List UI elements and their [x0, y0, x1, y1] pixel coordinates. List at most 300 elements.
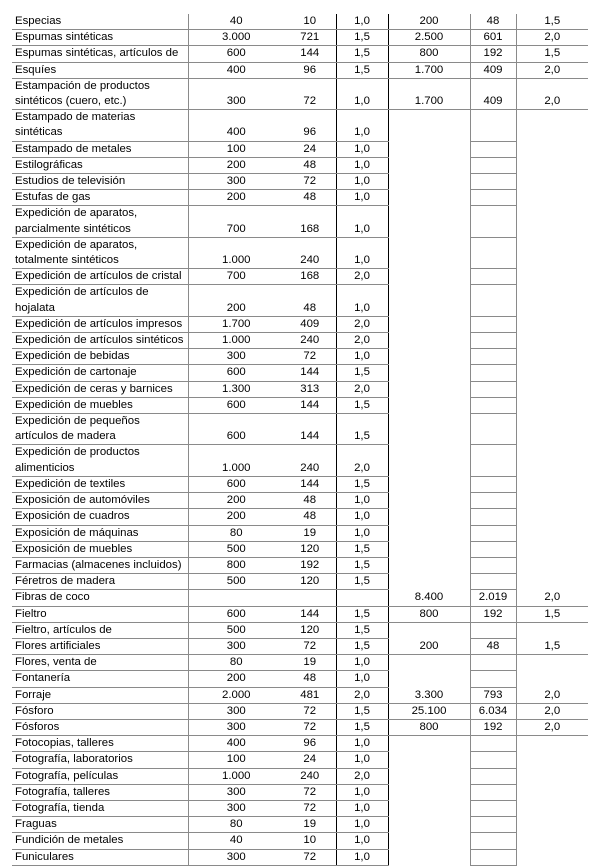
- cell-value-3: 1,5: [336, 557, 388, 573]
- cell-activity: Fotografía, películas: [12, 768, 188, 784]
- cell-value-1: 100: [188, 752, 284, 768]
- cell-value-6: [516, 525, 588, 541]
- cell-value-6: [516, 752, 588, 768]
- cell-value-5: [470, 141, 516, 157]
- cell-value-2: 72: [284, 784, 336, 800]
- cell-value-3: 2,0: [336, 316, 388, 332]
- table-row: [12, 622, 588, 638]
- cell-value-5: 601: [470, 30, 516, 46]
- table-row: [12, 703, 588, 719]
- cell-value-3: 1,5: [336, 397, 388, 413]
- cell-activity: Fósforos: [12, 719, 188, 735]
- cell-value-4: [388, 833, 470, 849]
- table-row: [12, 62, 588, 78]
- cell-value-4: 25.100: [388, 703, 470, 719]
- cell-value-4: [388, 541, 470, 557]
- cell-value-3: 1,0: [336, 206, 388, 237]
- cell-value-2: 72: [284, 800, 336, 816]
- cell-value-1: 600: [188, 606, 284, 622]
- cell-value-4: [388, 557, 470, 573]
- cell-value-1: 600: [188, 397, 284, 413]
- cell-value-6: [516, 817, 588, 833]
- cell-value-4: [388, 237, 470, 268]
- cell-value-2: 409: [284, 316, 336, 332]
- cell-value-4: [388, 381, 470, 397]
- cell-value-5: [470, 493, 516, 509]
- cell-value-2: 313: [284, 381, 336, 397]
- cell-value-5: [470, 445, 516, 476]
- cell-value-2: 72: [284, 174, 336, 190]
- cell-value-2: 72: [284, 719, 336, 735]
- cell-activity: Espumas sintéticas: [12, 30, 188, 46]
- cell-value-5: [470, 622, 516, 638]
- cell-value-5: [470, 110, 516, 141]
- cell-value-5: [470, 381, 516, 397]
- cell-value-5: [470, 349, 516, 365]
- table-row: [12, 349, 588, 365]
- table-row: [12, 606, 588, 622]
- cell-value-3: 2,0: [336, 269, 388, 285]
- cell-value-2: 72: [284, 703, 336, 719]
- cell-value-6: [516, 541, 588, 557]
- cell-value-1: 600: [188, 365, 284, 381]
- cell-value-5: 192: [470, 606, 516, 622]
- table-row: [12, 445, 588, 476]
- cell-value-3: 1,0: [336, 655, 388, 671]
- table-row: [12, 671, 588, 687]
- cell-value-3: 1,0: [336, 78, 388, 109]
- cell-value-2: 144: [284, 606, 336, 622]
- cell-activity: Expedición de ceras y barnices: [12, 381, 188, 397]
- table-row: [12, 14, 588, 30]
- cell-value-1: 500: [188, 622, 284, 638]
- cell-value-4: [388, 476, 470, 492]
- cell-value-1: 40: [188, 14, 284, 30]
- cell-value-6: [516, 285, 588, 316]
- cell-activity: Fotografía, tienda: [12, 800, 188, 816]
- cell-value-1: 200: [188, 493, 284, 509]
- cell-value-2: 96: [284, 110, 336, 141]
- table-row: [12, 736, 588, 752]
- cell-value-2: 96: [284, 62, 336, 78]
- table-row: [12, 237, 588, 268]
- cell-value-3: 1,5: [336, 719, 388, 735]
- cell-activity: Expedición de aparatos, parcialmente sintéticos: [12, 206, 188, 237]
- cell-value-1: 200: [188, 671, 284, 687]
- table-row: [12, 46, 588, 62]
- cell-activity: Esquíes: [12, 62, 188, 78]
- cell-activity: Expedición de muebles: [12, 397, 188, 413]
- cell-value-2: 24: [284, 752, 336, 768]
- cell-value-1: 500: [188, 541, 284, 557]
- cell-value-4: [388, 110, 470, 141]
- cell-value-3: 1,0: [336, 237, 388, 268]
- cell-activity: Forraje: [12, 687, 188, 703]
- cell-value-1: 200: [188, 285, 284, 316]
- cell-value-6: [516, 655, 588, 671]
- cell-value-6: [516, 476, 588, 492]
- cell-value-2: 24: [284, 141, 336, 157]
- cell-activity: Expedición de artículos impresos: [12, 316, 188, 332]
- cell-value-6: 2,0: [516, 62, 588, 78]
- cell-value-4: [388, 493, 470, 509]
- cell-value-3: 2,0: [336, 381, 388, 397]
- cell-value-1: 1.000: [188, 237, 284, 268]
- cell-activity: Fotocopias, talleres: [12, 736, 188, 752]
- cell-activity: Féretros de madera: [12, 574, 188, 590]
- cell-value-1: 300: [188, 849, 284, 865]
- cell-value-4: [388, 349, 470, 365]
- cell-value-6: [516, 174, 588, 190]
- cell-value-4: 8.400: [388, 590, 470, 606]
- cell-value-1: 80: [188, 817, 284, 833]
- cell-value-1: 600: [188, 476, 284, 492]
- cell-value-2: 168: [284, 206, 336, 237]
- cell-value-6: [516, 269, 588, 285]
- cell-value-2: 168: [284, 269, 336, 285]
- cell-value-4: [388, 622, 470, 638]
- cell-value-4: 2.500: [388, 30, 470, 46]
- table-row: [12, 365, 588, 381]
- cell-value-6: [516, 206, 588, 237]
- cell-value-3: 1,5: [336, 30, 388, 46]
- cell-value-1: 1.000: [188, 445, 284, 476]
- cell-value-3: 2,0: [336, 768, 388, 784]
- table-row: [12, 557, 588, 573]
- table-row: [12, 269, 588, 285]
- cell-value-6: [516, 316, 588, 332]
- cell-value-3: 1,0: [336, 525, 388, 541]
- cell-activity: Fotografía, talleres: [12, 784, 188, 800]
- cell-value-2: 96: [284, 736, 336, 752]
- cell-value-4: [388, 157, 470, 173]
- cell-value-6: [516, 237, 588, 268]
- cell-value-3: 1,5: [336, 46, 388, 62]
- cell-activity: Estampación de productos sintéticos (cuero, etc.): [12, 78, 188, 109]
- cell-activity: Fibras de coco: [12, 590, 188, 606]
- cell-value-1: 300: [188, 174, 284, 190]
- cell-value-4: [388, 768, 470, 784]
- cell-value-2: 72: [284, 849, 336, 865]
- cell-activity: Estudios de televisión: [12, 174, 188, 190]
- cell-value-1: 1.000: [188, 768, 284, 784]
- cell-value-4: [388, 141, 470, 157]
- cell-value-3: 1,0: [336, 157, 388, 173]
- cell-activity: Espumas sintéticas, artículos de: [12, 46, 188, 62]
- cell-value-6: [516, 557, 588, 573]
- cell-value-3: 1,0: [336, 174, 388, 190]
- cell-activity: Expedición de textiles: [12, 476, 188, 492]
- cell-value-3: 1,0: [336, 833, 388, 849]
- cell-value-4: 200: [388, 14, 470, 30]
- cell-value-1: 300: [188, 719, 284, 735]
- cell-value-6: [516, 141, 588, 157]
- table-row: [12, 190, 588, 206]
- cell-value-5: [470, 157, 516, 173]
- cell-value-3: 1,0: [336, 110, 388, 141]
- table-row: [12, 541, 588, 557]
- cell-value-1: 1.300: [188, 381, 284, 397]
- cell-value-1: 40: [188, 833, 284, 849]
- cell-value-3: 1,5: [336, 365, 388, 381]
- cell-value-5: 192: [470, 719, 516, 735]
- cell-value-1: 600: [188, 46, 284, 62]
- cell-value-6: [516, 445, 588, 476]
- cell-value-2: 10: [284, 833, 336, 849]
- cell-value-6: [516, 349, 588, 365]
- cell-value-1: 80: [188, 655, 284, 671]
- cell-value-5: 6.034: [470, 703, 516, 719]
- cell-value-4: [388, 655, 470, 671]
- cell-value-2: 10: [284, 14, 336, 30]
- cell-value-3: 1,0: [336, 849, 388, 865]
- cell-activity: Fósforo: [12, 703, 188, 719]
- cell-value-6: [516, 157, 588, 173]
- cell-value-5: [470, 784, 516, 800]
- cell-value-4: 3.300: [388, 687, 470, 703]
- cell-value-1: 1.000: [188, 333, 284, 349]
- cell-value-6: [516, 493, 588, 509]
- cell-value-2: 481: [284, 687, 336, 703]
- cell-value-5: [470, 736, 516, 752]
- cell-value-2: 48: [284, 509, 336, 525]
- cell-activity: Funiculares: [12, 849, 188, 865]
- cell-value-6: [516, 110, 588, 141]
- cell-activity: Expedición de pequeños artículos de madera: [12, 414, 188, 445]
- cell-value-4: [388, 206, 470, 237]
- cell-value-3: 1,5: [336, 622, 388, 638]
- cell-value-2: 72: [284, 638, 336, 654]
- cell-value-5: 2.019: [470, 590, 516, 606]
- table-row: [12, 285, 588, 316]
- cell-value-6: [516, 509, 588, 525]
- cell-value-1: 2.000: [188, 687, 284, 703]
- cell-value-6: 2,0: [516, 703, 588, 719]
- cell-activity: Expedición de cartonaje: [12, 365, 188, 381]
- cell-value-2: 240: [284, 237, 336, 268]
- cell-value-4: [388, 333, 470, 349]
- cell-value-5: 409: [470, 78, 516, 109]
- cell-value-4: [388, 190, 470, 206]
- cell-value-3: 1,0: [336, 800, 388, 816]
- cell-value-3: 1,0: [336, 509, 388, 525]
- cell-value-3: 1,0: [336, 784, 388, 800]
- table-row: [12, 849, 588, 865]
- cell-value-5: [470, 833, 516, 849]
- cell-value-1: 300: [188, 784, 284, 800]
- cell-value-4: [388, 752, 470, 768]
- cell-value-5: 192: [470, 46, 516, 62]
- cell-value-6: [516, 736, 588, 752]
- cell-value-6: [516, 671, 588, 687]
- table-row: [12, 414, 588, 445]
- cell-activity: Exposición de automóviles: [12, 493, 188, 509]
- cell-value-5: [470, 174, 516, 190]
- table-row: [12, 206, 588, 237]
- cell-activity: Fundición de metales: [12, 833, 188, 849]
- cell-value-5: [470, 333, 516, 349]
- cell-value-3: 1,0: [336, 752, 388, 768]
- cell-value-5: 48: [470, 14, 516, 30]
- cell-value-4: [388, 285, 470, 316]
- table-row: [12, 141, 588, 157]
- cell-value-1: 700: [188, 269, 284, 285]
- cell-value-2: 240: [284, 445, 336, 476]
- cell-value-1: 100: [188, 141, 284, 157]
- cell-value-1: 700: [188, 206, 284, 237]
- cell-value-6: [516, 381, 588, 397]
- cell-value-2: 19: [284, 655, 336, 671]
- cell-value-5: 409: [470, 62, 516, 78]
- table-row: [12, 817, 588, 833]
- cell-value-2: 144: [284, 46, 336, 62]
- cell-value-3: 1,0: [336, 493, 388, 509]
- cell-value-4: 800: [388, 606, 470, 622]
- cell-value-2: 19: [284, 817, 336, 833]
- cell-activity: Fontanería: [12, 671, 188, 687]
- cell-value-6: 2,0: [516, 590, 588, 606]
- cell-activity: Expedición de artículos de hojalata: [12, 285, 188, 316]
- table-row: [12, 638, 588, 654]
- cell-value-1: 300: [188, 78, 284, 109]
- cell-value-4: [388, 397, 470, 413]
- cell-value-5: [470, 190, 516, 206]
- cell-value-3: 1,5: [336, 574, 388, 590]
- cell-value-5: [470, 671, 516, 687]
- cell-activity: Flores, venta de: [12, 655, 188, 671]
- cell-value-3: 1,5: [336, 476, 388, 492]
- cell-value-2: 48: [284, 671, 336, 687]
- cell-value-4: [388, 817, 470, 833]
- cell-value-2: 48: [284, 493, 336, 509]
- table-row: [12, 574, 588, 590]
- cell-value-1: 800: [188, 557, 284, 573]
- cell-value-5: [470, 800, 516, 816]
- cell-value-5: [470, 817, 516, 833]
- cell-value-2: 120: [284, 574, 336, 590]
- cell-activity: Fotografía, laboratorios: [12, 752, 188, 768]
- cell-value-6: 2,0: [516, 687, 588, 703]
- table-row: [12, 78, 588, 109]
- cell-value-4: [388, 509, 470, 525]
- cell-value-3: [336, 590, 388, 606]
- cell-value-2: 48: [284, 157, 336, 173]
- cell-value-3: 1,5: [336, 703, 388, 719]
- cell-value-1: 80: [188, 525, 284, 541]
- cell-value-4: [388, 365, 470, 381]
- cell-value-2: 19: [284, 525, 336, 541]
- cell-activity: Expedición de bebidas: [12, 349, 188, 365]
- cell-activity: Expedición de productos alimenticios: [12, 445, 188, 476]
- table-row: [12, 655, 588, 671]
- table-row: [12, 476, 588, 492]
- cell-value-2: 144: [284, 414, 336, 445]
- cell-activity: Flores artificiales: [12, 638, 188, 654]
- cell-value-3: 1,0: [336, 14, 388, 30]
- cell-value-4: 200: [388, 638, 470, 654]
- table-row: [12, 590, 588, 606]
- cell-value-1: [188, 590, 284, 606]
- cell-activity: Exposición de muebles: [12, 541, 188, 557]
- cell-value-5: [470, 206, 516, 237]
- cell-value-5: [470, 269, 516, 285]
- cell-value-4: 1.700: [388, 78, 470, 109]
- cell-activity: Expedición de artículos de cristal: [12, 269, 188, 285]
- cell-value-1: 600: [188, 414, 284, 445]
- cell-value-5: [470, 655, 516, 671]
- table-row: [12, 752, 588, 768]
- cell-value-4: [388, 445, 470, 476]
- cell-value-3: 1,0: [336, 285, 388, 316]
- cell-activity: Fraguas: [12, 817, 188, 833]
- cell-value-4: [388, 800, 470, 816]
- cell-value-6: [516, 365, 588, 381]
- cell-value-6: [516, 784, 588, 800]
- cell-value-3: 2,0: [336, 687, 388, 703]
- cell-value-5: [470, 752, 516, 768]
- cell-value-5: [470, 285, 516, 316]
- cell-value-1: 200: [188, 509, 284, 525]
- cell-value-6: [516, 622, 588, 638]
- cell-value-6: [516, 768, 588, 784]
- table-row: [12, 768, 588, 784]
- cell-activity: Exposición de máquinas: [12, 525, 188, 541]
- cell-value-5: [470, 509, 516, 525]
- cell-value-2: 144: [284, 397, 336, 413]
- cell-value-3: 1,5: [336, 62, 388, 78]
- cell-activity: Estilográficas: [12, 157, 188, 173]
- table-row: [12, 30, 588, 46]
- table-row: [12, 525, 588, 541]
- cell-value-5: [470, 365, 516, 381]
- cell-value-5: [470, 237, 516, 268]
- cell-activity: Farmacias (almacenes incluidos): [12, 557, 188, 573]
- table-row: [12, 493, 588, 509]
- table-row: [12, 833, 588, 849]
- cell-value-3: 1,5: [336, 638, 388, 654]
- table-row: [12, 800, 588, 816]
- cell-value-6: [516, 190, 588, 206]
- cell-value-3: 1,5: [336, 541, 388, 557]
- cell-value-6: [516, 397, 588, 413]
- cell-value-6: [516, 833, 588, 849]
- cell-value-4: [388, 316, 470, 332]
- cell-value-1: 1.700: [188, 316, 284, 332]
- cell-value-6: 1,5: [516, 14, 588, 30]
- table-row: [12, 784, 588, 800]
- table-row: [12, 397, 588, 413]
- cell-value-3: 1,0: [336, 736, 388, 752]
- cell-value-6: [516, 414, 588, 445]
- cell-value-1: 400: [188, 62, 284, 78]
- cell-value-3: 1,0: [336, 190, 388, 206]
- cell-value-5: [470, 574, 516, 590]
- cell-value-2: [284, 590, 336, 606]
- cell-value-5: [470, 525, 516, 541]
- table-row: [12, 157, 588, 173]
- table-row: [12, 316, 588, 332]
- cell-value-4: [388, 784, 470, 800]
- cell-value-6: [516, 333, 588, 349]
- cell-value-1: 300: [188, 703, 284, 719]
- cell-value-2: 240: [284, 333, 336, 349]
- cell-value-2: 72: [284, 349, 336, 365]
- table-row: [12, 381, 588, 397]
- table-body: [12, 14, 588, 865]
- cell-value-6: 1,5: [516, 638, 588, 654]
- cell-value-6: 2,0: [516, 78, 588, 109]
- cell-value-4: 800: [388, 719, 470, 735]
